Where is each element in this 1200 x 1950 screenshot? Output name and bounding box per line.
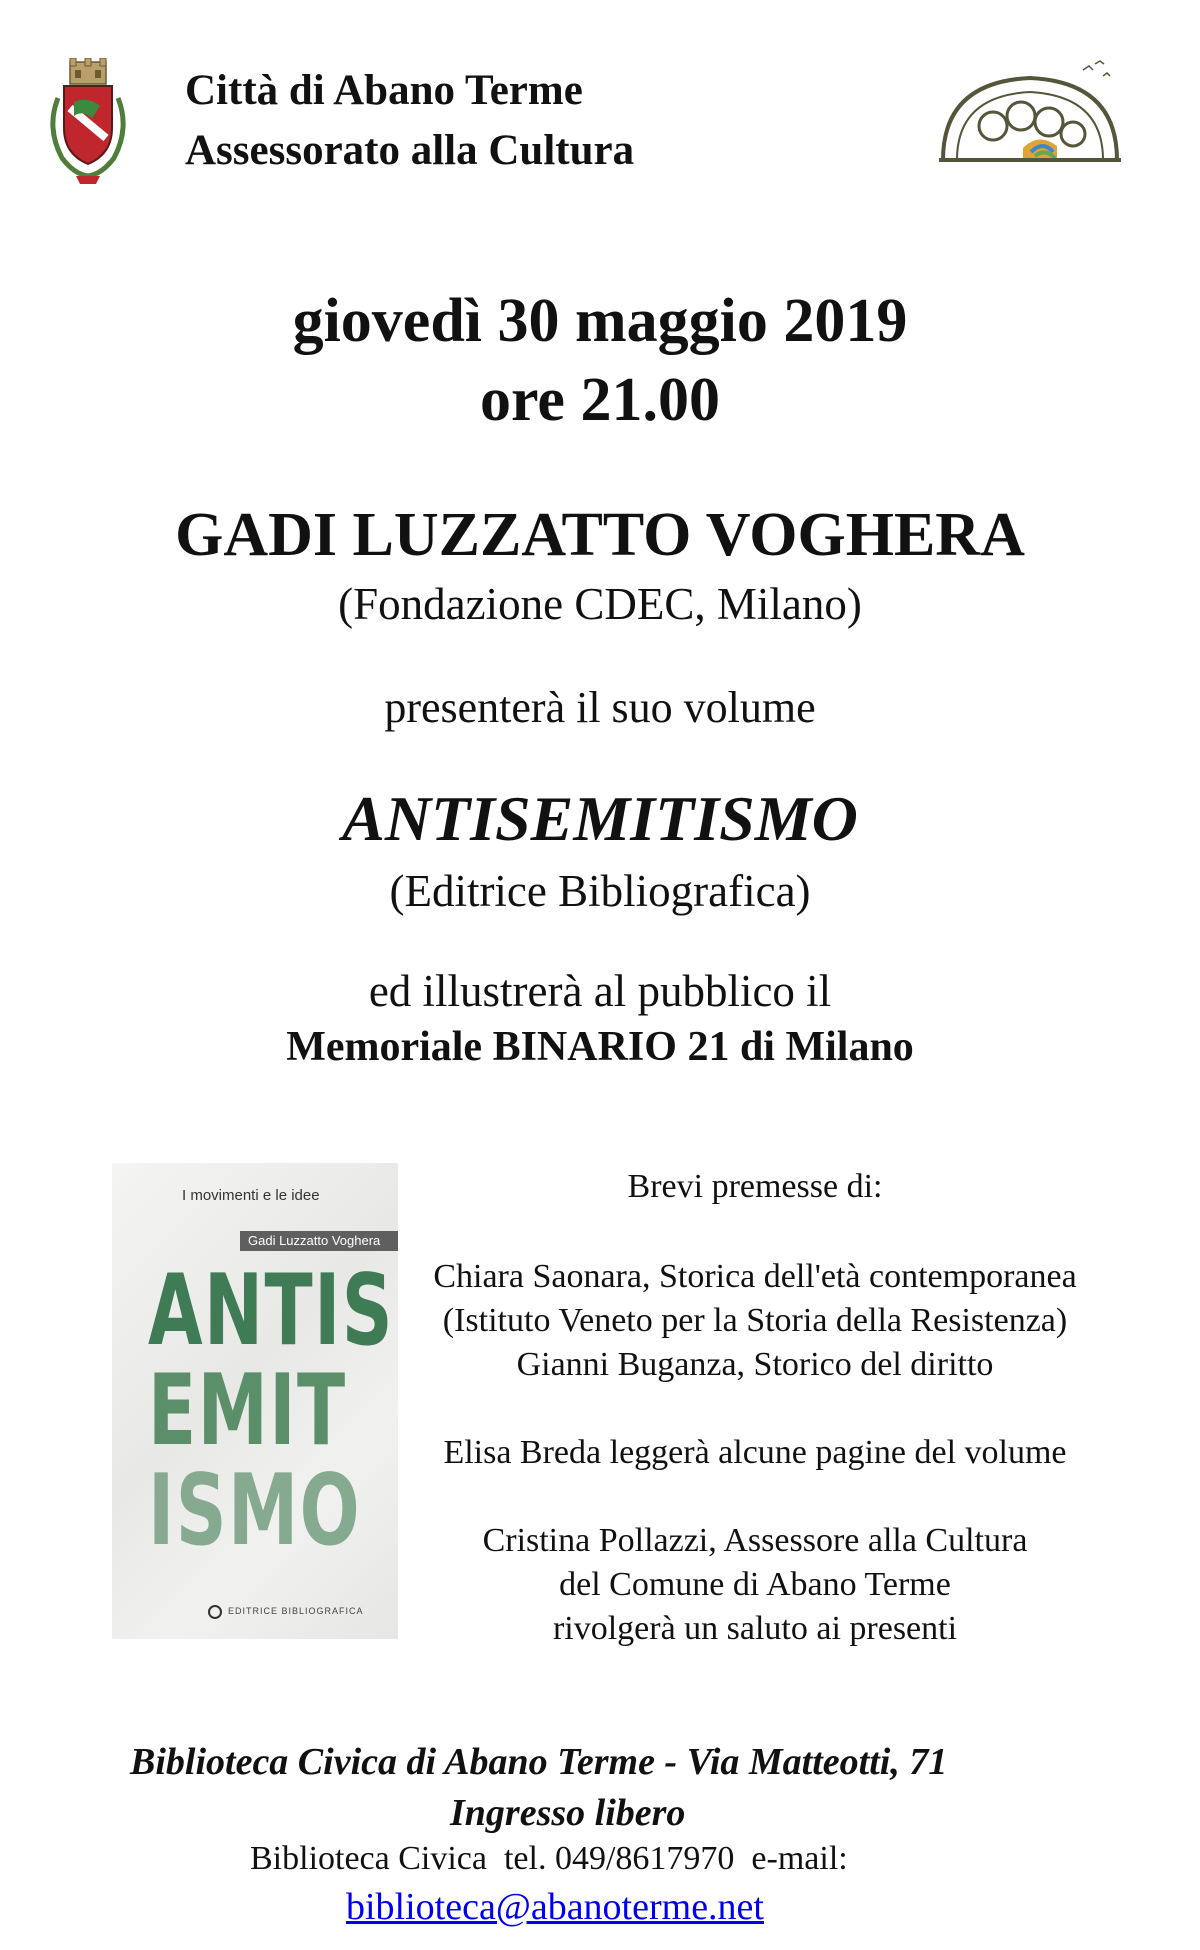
book-title: ANTISEMITISMO bbox=[342, 783, 858, 854]
program-speaker-1: Chiara Saonara, Storica dell'età contemporanea bbox=[433, 1258, 1077, 1295]
cover-author: Gadi Luzzatto Voghera bbox=[240, 1231, 398, 1251]
book-publisher: (Editrice Bibliografica) bbox=[389, 866, 811, 916]
publisher-logo-icon bbox=[208, 1605, 222, 1619]
illustrates-text: ed illustrerà al pubblico il bbox=[368, 966, 832, 1016]
program-reader: Elisa Breda leggerà alcune pagine del volume bbox=[443, 1434, 1067, 1471]
presents-text: presenterà il suo volume bbox=[384, 683, 816, 732]
program-speaker-1-org: (Istituto Veneto per la Storia della Resistenza) bbox=[442, 1302, 1068, 1339]
event-time: ore 21.00 bbox=[480, 366, 720, 434]
program-speaker-2: Gianni Buganza, Storico del diritto bbox=[516, 1346, 994, 1383]
program-greeting-3: rivolgerà un saluto ai presenti bbox=[552, 1610, 958, 1647]
event-date: giovedì 30 maggio 2019 bbox=[292, 287, 908, 355]
contact-info: Biblioteca Civica tel. 049/8617970 e-mail: bbox=[250, 1840, 848, 1877]
book-cover bbox=[112, 1163, 398, 1639]
cover-title-line-2: EMIT bbox=[148, 1354, 347, 1468]
org-line-2: Assessorato alla Cultura bbox=[185, 127, 635, 174]
speaker-name: GADI LUZZATTO VOGHERA bbox=[175, 501, 1025, 569]
cover-publisher-mark bbox=[208, 1605, 364, 1621]
email-line bbox=[346, 1885, 764, 1929]
venue-address: Biblioteca Civica di Abano Terme - Via Matteotti, 71 bbox=[130, 1741, 948, 1783]
org-line-1: Città di Abano Terme bbox=[185, 67, 583, 114]
cover-publisher-text: EDITRICE BIBLIOGRAFICA bbox=[228, 1606, 364, 1616]
program-greeting-1: Cristina Pollazzi, Assessore alla Cultura bbox=[482, 1522, 1028, 1559]
cover-title-line-1: ANTIS bbox=[148, 1254, 395, 1368]
cover-title-line-3: ISMO bbox=[148, 1454, 362, 1568]
entry-info: Ingresso libero bbox=[450, 1792, 686, 1834]
cover-series: I movimenti e le idee bbox=[182, 1187, 320, 1204]
library-arch-logo bbox=[935, 60, 1125, 170]
program-greeting-2: del Comune di Abano Terme bbox=[559, 1566, 951, 1603]
coat-of-arms-icon bbox=[40, 58, 136, 186]
speaker-affiliation: (Fondazione CDEC, Milano) bbox=[338, 579, 862, 629]
program-intro: Brevi premesse di: bbox=[627, 1168, 883, 1205]
memorial-name: Memoriale BINARIO 21 di Milano bbox=[286, 1024, 914, 1070]
email-link[interactable]: biblioteca@abanoterme.net bbox=[346, 1886, 764, 1928]
